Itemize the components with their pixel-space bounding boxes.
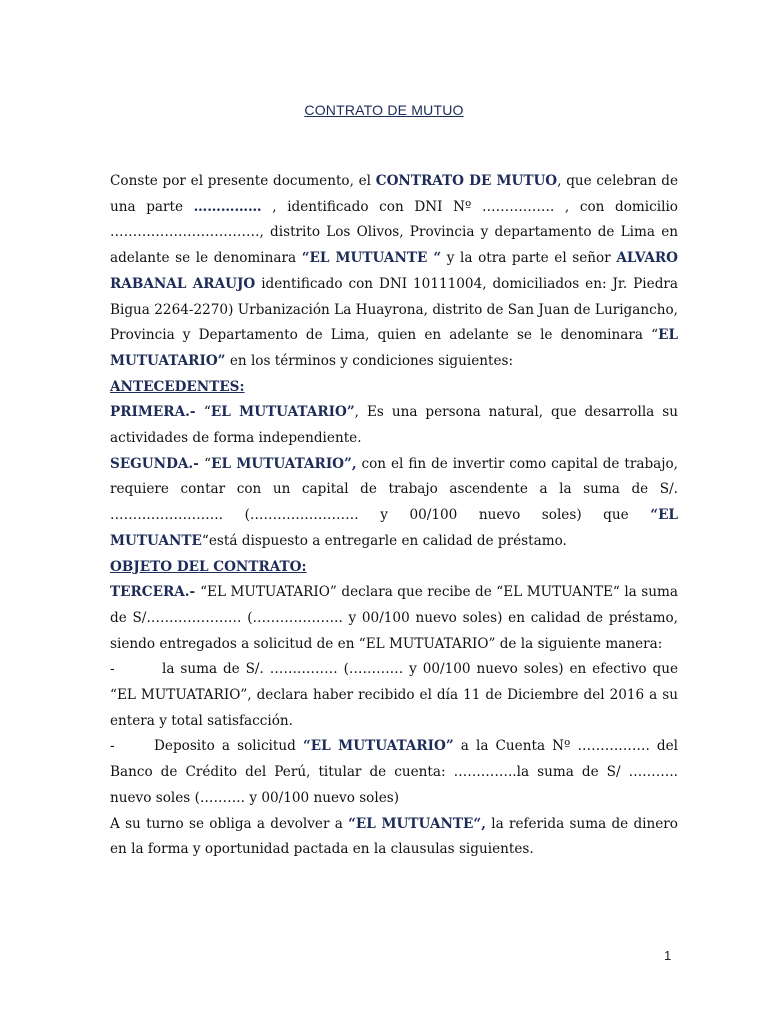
clause-text: “ [204, 455, 212, 472]
clause-text: “está dispuesto a entregarle en calidad de préstamo. [201, 532, 567, 549]
clause-label: TERCERA.- [110, 584, 201, 601]
page-number: 1 [664, 948, 672, 963]
antecedentes-heading: ANTECEDENTES: [110, 378, 245, 395]
list-item-cash [110, 657, 678, 734]
mutuatario-label: EL MUTUATARIO”, [211, 455, 357, 472]
clause-label: SEGUNDA.- [110, 455, 205, 472]
list-item-text: a la Cuenta Nº ……………. del Banco de Crédito del Perú, titular de cuenta: …………..la suma de S/ ……….. nuevo soles (………. y 00/100 nuevo soles) [110, 738, 679, 806]
mutuatario-label: EL MUTUATARIO” [110, 327, 678, 369]
intro-text: en los términos y condiciones siguientes: [225, 352, 514, 369]
clause-label: PRIMERA.- [110, 404, 204, 421]
list-item-text: la suma de S/. …………… (………… y 00/100 nuevo soles) en efectivo que “EL MUTUATARIO”, declara haber recibido el día 11 de Diciembre del 2016 a su entera y total satisfacción. [110, 661, 678, 729]
intro-text: y la otra parte el señor [441, 250, 617, 267]
mutuante-label: “EL MUTUANTE [110, 507, 678, 549]
intro-text: identificado con DNI 10111004, domiciliados en: Jr. Piedra Bigua 2264-2270) Urbanización La Huayrona, distrito de San Juan de Lurigancho, Provincia y Departamento de Lima, quien en adelante se le denominara “ [110, 275, 678, 344]
document-body [110, 169, 678, 863]
clause-text: “ [203, 404, 211, 421]
list-item-text: Deposito a solicitud [154, 738, 303, 755]
contract-name: CONTRATO DE MUTUO [375, 173, 558, 189]
closing-text: la referida suma de dinero en la forma y oportunidad pactada en la clausulas siguientes. [110, 815, 678, 858]
party-two-name: ALVARO RABANAL ARAUJO [110, 250, 679, 292]
clause-text: con el fin de invertir como capital de trabajo, requiere contar con un capital de trabajo ascendente a la suma de S/. ……………………. (…………………… y 00/100 nuevo soles) que [110, 455, 678, 524]
intro-paragraph [110, 169, 678, 375]
mutuante-label: “EL MUTUANTE “ [301, 250, 442, 267]
mutuatario-label: EL MUTUATARIO” [210, 404, 355, 421]
mutuatario-label: “EL MUTUATARIO” [302, 738, 454, 755]
intro-text: , identificado con DNI Nº ……………. , con domicilio ……………………………, distrito Los Olivos, Provincia y departamento de Lima en adelante se le denominara [110, 198, 678, 267]
mutuante-label: “EL MUTUANTE“, [348, 815, 486, 832]
party-one-name: …………… [193, 198, 262, 215]
list-dash: - [110, 661, 115, 678]
clause-text: “EL MUTUATARIO” declara que recibe de “EL MUTUANTE“ la suma de S/………………… (……………….. y 00/100 nuevo soles) en calidad de préstamo, siendo entregados a solicitud de en “EL MUTUATARIO” de la siguiente manera: [110, 584, 679, 652]
intro-text: , que celebran de una parte [110, 173, 678, 215]
document-title: CONTRATO DE MUTUO [304, 102, 464, 118]
list-dash: - [110, 738, 115, 755]
list-item-deposit [110, 734, 678, 811]
clause-tercera [110, 580, 678, 657]
closing-paragraph [110, 812, 678, 863]
clause-segunda [110, 452, 678, 555]
clause-primera [110, 400, 678, 451]
objeto-heading: OBJETO DEL CONTRATO: [110, 558, 307, 575]
clause-text: , Es una persona natural, que desarrolla su actividades de forma independiente. [110, 404, 678, 447]
intro-text: Conste por el presente documento, el [110, 173, 376, 189]
closing-text: A su turno se obliga a devolver a [110, 815, 349, 832]
